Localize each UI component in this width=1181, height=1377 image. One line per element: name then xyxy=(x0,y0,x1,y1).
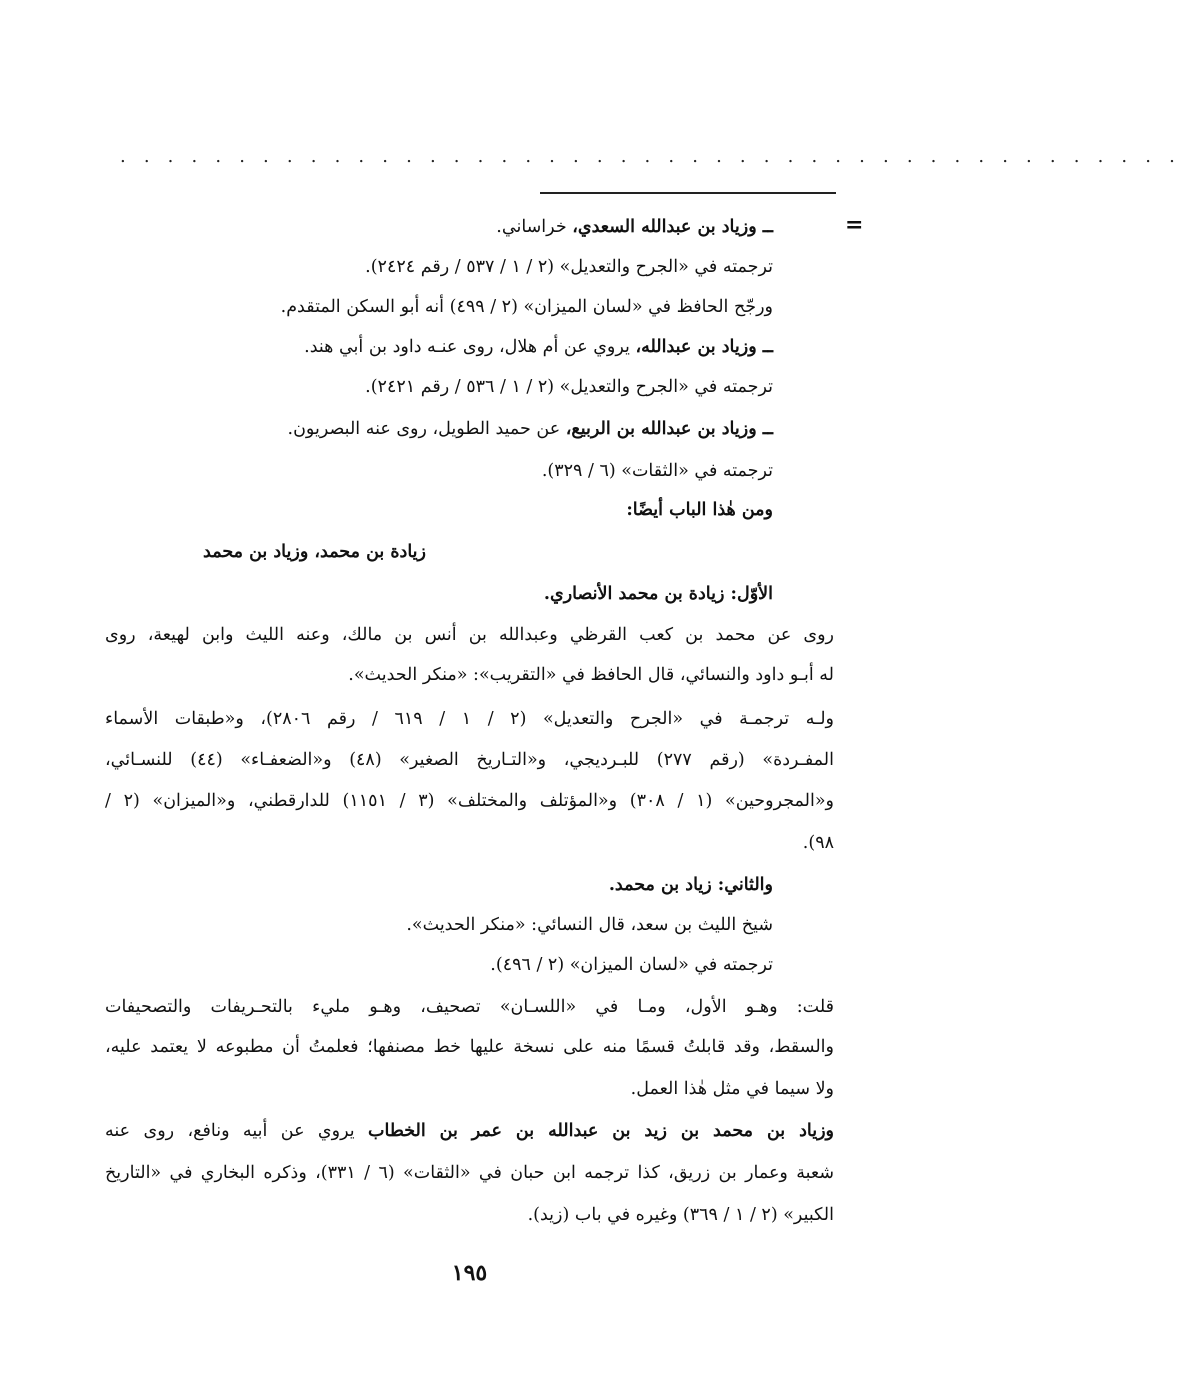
paragraph-line: ٩٨). xyxy=(802,833,834,853)
dotted-separator: . . . . . . . . . . . . . . . . . . . . . . . . . . . . . . . . . . . . . . . . . . . . . xyxy=(120,146,1181,167)
paragraph-line: و«المجروحين» (١ / ٣٠٨) و«المؤتلف والمختلف» (٣ / ١١٥١) للدارقطني، و«الميزان» (٢ / xyxy=(105,791,834,811)
continuation-mark: = xyxy=(845,212,864,238)
paragraph-line: ولـه ترجمـة في «الجرح والتعديل» (٢ / ١ / ٦١٩ / رقم ٢٨٠٦)، و«طبقات الأسماء xyxy=(105,709,834,729)
entry-line: ــ وزياد بن عبدالله، يروي عن أم هلال، روى عنـه داود بن أبي هند. xyxy=(304,337,773,357)
paragraph-line: قلت: وهـو الأول، ومـا في «اللسـان» تصحيف، وهـو مليء بالتحـريفات والتصحيفات xyxy=(105,997,834,1017)
second-label: والثاني: زياد بن محمد. xyxy=(608,875,773,895)
entry-line: ترجمته في «الثقات» (٦ / ٣٢٩). xyxy=(541,461,773,481)
footnote-rule xyxy=(540,192,836,194)
paragraph-line: الكبير» (٢ / ١ / ٣٦٩) وغيره في باب (زيد). xyxy=(527,1205,834,1225)
entry-line: ــ وزياد بن عبدالله بن الربيع، عن حميد الطويل، روى عنه البصريون. xyxy=(287,419,773,439)
paragraph-line: شيخ الليث بن سعد، قال النسائي: «منكر الحديث». xyxy=(406,915,773,935)
entry-line: ترجمته في «الجرح والتعديل» (٢ / ١ / ٥٣٦ / رقم ٢٤٢١). xyxy=(365,377,773,397)
paragraph-line: روى عن محمد بن كعب القرظي وعبدالله بن أنس بن مالك، وعنه الليث وابن لهيعة، روى xyxy=(105,625,834,645)
paragraph-line: المفـردة» (رقم ٢٧٧) للبـرديجي، و«التـاريخ الصغير» (٤٨) و«الضعفـاء» (٤٤) للنسـائي، xyxy=(105,750,834,770)
entry-line: ورجّح الحافظ في «لسان الميزان» (٢ / ٤٩٩) أنه أبو السكن المتقدم. xyxy=(280,297,773,317)
entry-line: ومن هٰذا الباب أيضًا: xyxy=(626,500,773,520)
paragraph-line: والسقط، وقد قابلتُ قسمًا منه على نسخة عليها خط مصنفها؛ فعلمتُ أن مطبوعه لا يعتمد عليه، xyxy=(105,1037,834,1057)
page-number: ١٩٥ xyxy=(451,1260,488,1286)
paragraph-line: ولا سيما في مثل هٰذا العمل. xyxy=(630,1079,834,1099)
paragraph-line: وزياد بن محمد بن زيد بن عبدالله بن عمر بن الخطاب يروي عن أبيه ونافع، روى عنه xyxy=(105,1121,834,1141)
paragraph-line: شعبة وعمار بن زريق، كذا ترجمه ابن حبان في «الثقات» (٦ / ٣٣١)، وذكره البخاري في «التاريخ xyxy=(105,1163,834,1183)
entry-line: ــ وزياد بن عبدالله السعدي، خراساني. xyxy=(496,217,773,237)
paragraph-line: له أبـو داود والنسائي، قال الحافظ في «التقريب»: «منكر الحديث». xyxy=(348,665,834,685)
first-label: الأوّل: زيادة بن محمد الأنصاري. xyxy=(543,584,773,604)
paragraph-line: ترجمته في «لسان الميزان» (٢ / ٤٩٦). xyxy=(490,955,773,975)
section-heading: زيادة بن محمد، وزياد بن محمد xyxy=(203,542,426,562)
entry-line: ترجمته في «الجرح والتعديل» (٢ / ١ / ٥٣٧ / رقم ٢٤٢٤). xyxy=(365,257,773,277)
